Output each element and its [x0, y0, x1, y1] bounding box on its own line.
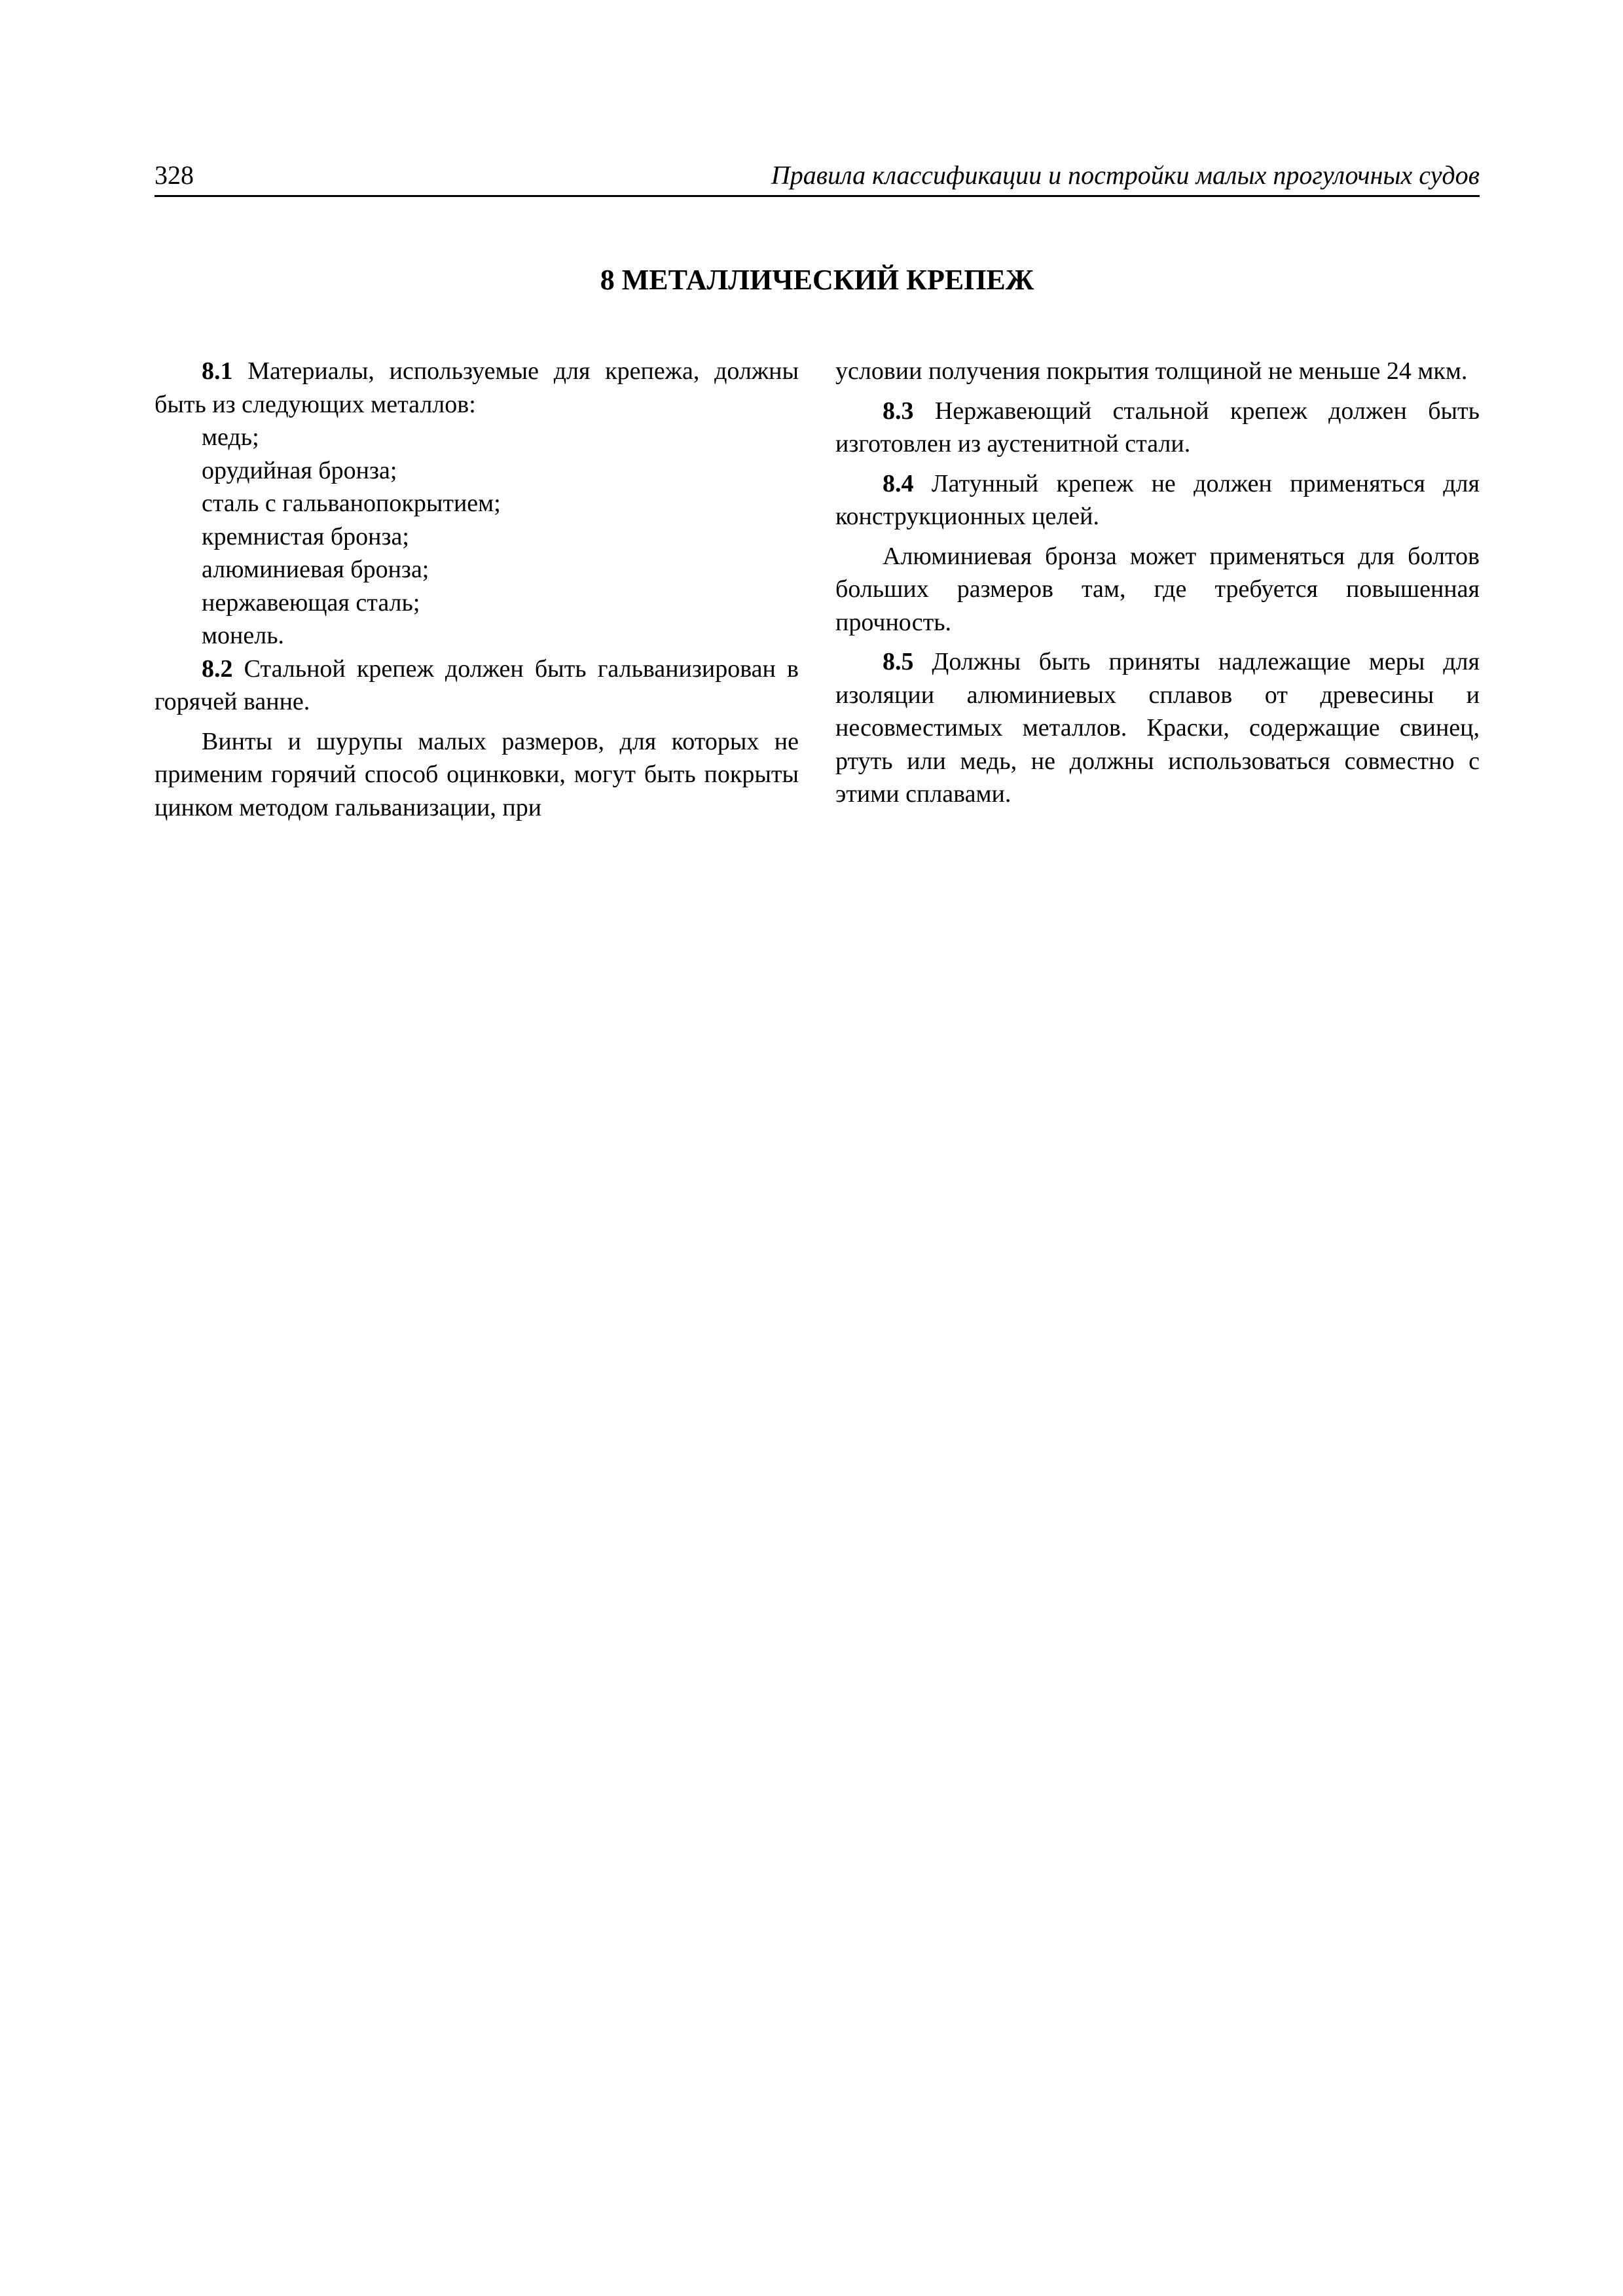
paragraph-text: Нержавеющий стальной крепеж должен быть изготовлен из аустенитной стали.	[835, 397, 1480, 457]
paragraph-8-1	[155, 355, 799, 421]
material-item: сталь с гальванопокрытием;	[202, 490, 501, 517]
paragraph-number: 8.4	[883, 469, 914, 497]
paragraph-8-5	[835, 645, 1480, 811]
material-item: алюминиевая бронза;	[202, 556, 429, 583]
material-item: кремнистая бронза;	[202, 522, 409, 550]
paragraph-text: Стальной крепеж должен быть гальванизирован в горячей ванне.	[155, 655, 799, 715]
section-title: 8 МЕТАЛЛИЧЕСКИЙ КРЕПЕЖ	[600, 264, 1034, 296]
paragraph-number: 8.2	[202, 655, 233, 683]
paragraph-number: 8.1	[202, 357, 233, 385]
paragraph-number: 8.3	[883, 397, 914, 425]
right-column	[835, 355, 1480, 811]
page-number: 328	[155, 160, 194, 190]
material-item: медь;	[202, 423, 259, 451]
paragraph-8-4-continued: Алюминиевая бронза может применяться для болтов больших размеров там, где требуется повышенная прочность.	[835, 542, 1480, 636]
paragraph-8-2-continued: Винты и шурупы малых размеров, для которых не применим горячий способ оцинковки, могут быть покрыты цинком методом гальванизации, при	[155, 727, 799, 821]
paragraph-text: Материалы, используемые для крепежа, должны быть из следующих металлов:	[155, 357, 799, 418]
paragraph-8-2-continued-end: условии получения покрытия толщиной не меньше 24 мкм.	[835, 357, 1468, 385]
running-title: Правила классификации и постройки малых прогулочных судов	[771, 160, 1480, 190]
material-item: монель.	[202, 622, 285, 649]
paragraph-8-2	[155, 653, 799, 719]
paragraph-8-3	[835, 395, 1480, 461]
paragraph-8-4	[835, 467, 1480, 533]
page-header	[155, 156, 1480, 197]
paragraph-text: Должны быть приняты надлежащие меры для изоляции алюминиевых сплавов от древесины и несовместимых металлов. Краски, содержащие свинец, ртуть или медь, не должны использоваться совместно с этими сплавами.	[835, 648, 1480, 808]
material-item: нержавеющая сталь;	[202, 588, 420, 617]
paragraph-text: Латунный крепеж не должен применяться для конструкционных целей.	[835, 469, 1480, 530]
left-column	[155, 355, 799, 824]
paragraph-number: 8.5	[883, 648, 914, 675]
material-item: орудийная бронза;	[202, 456, 397, 484]
